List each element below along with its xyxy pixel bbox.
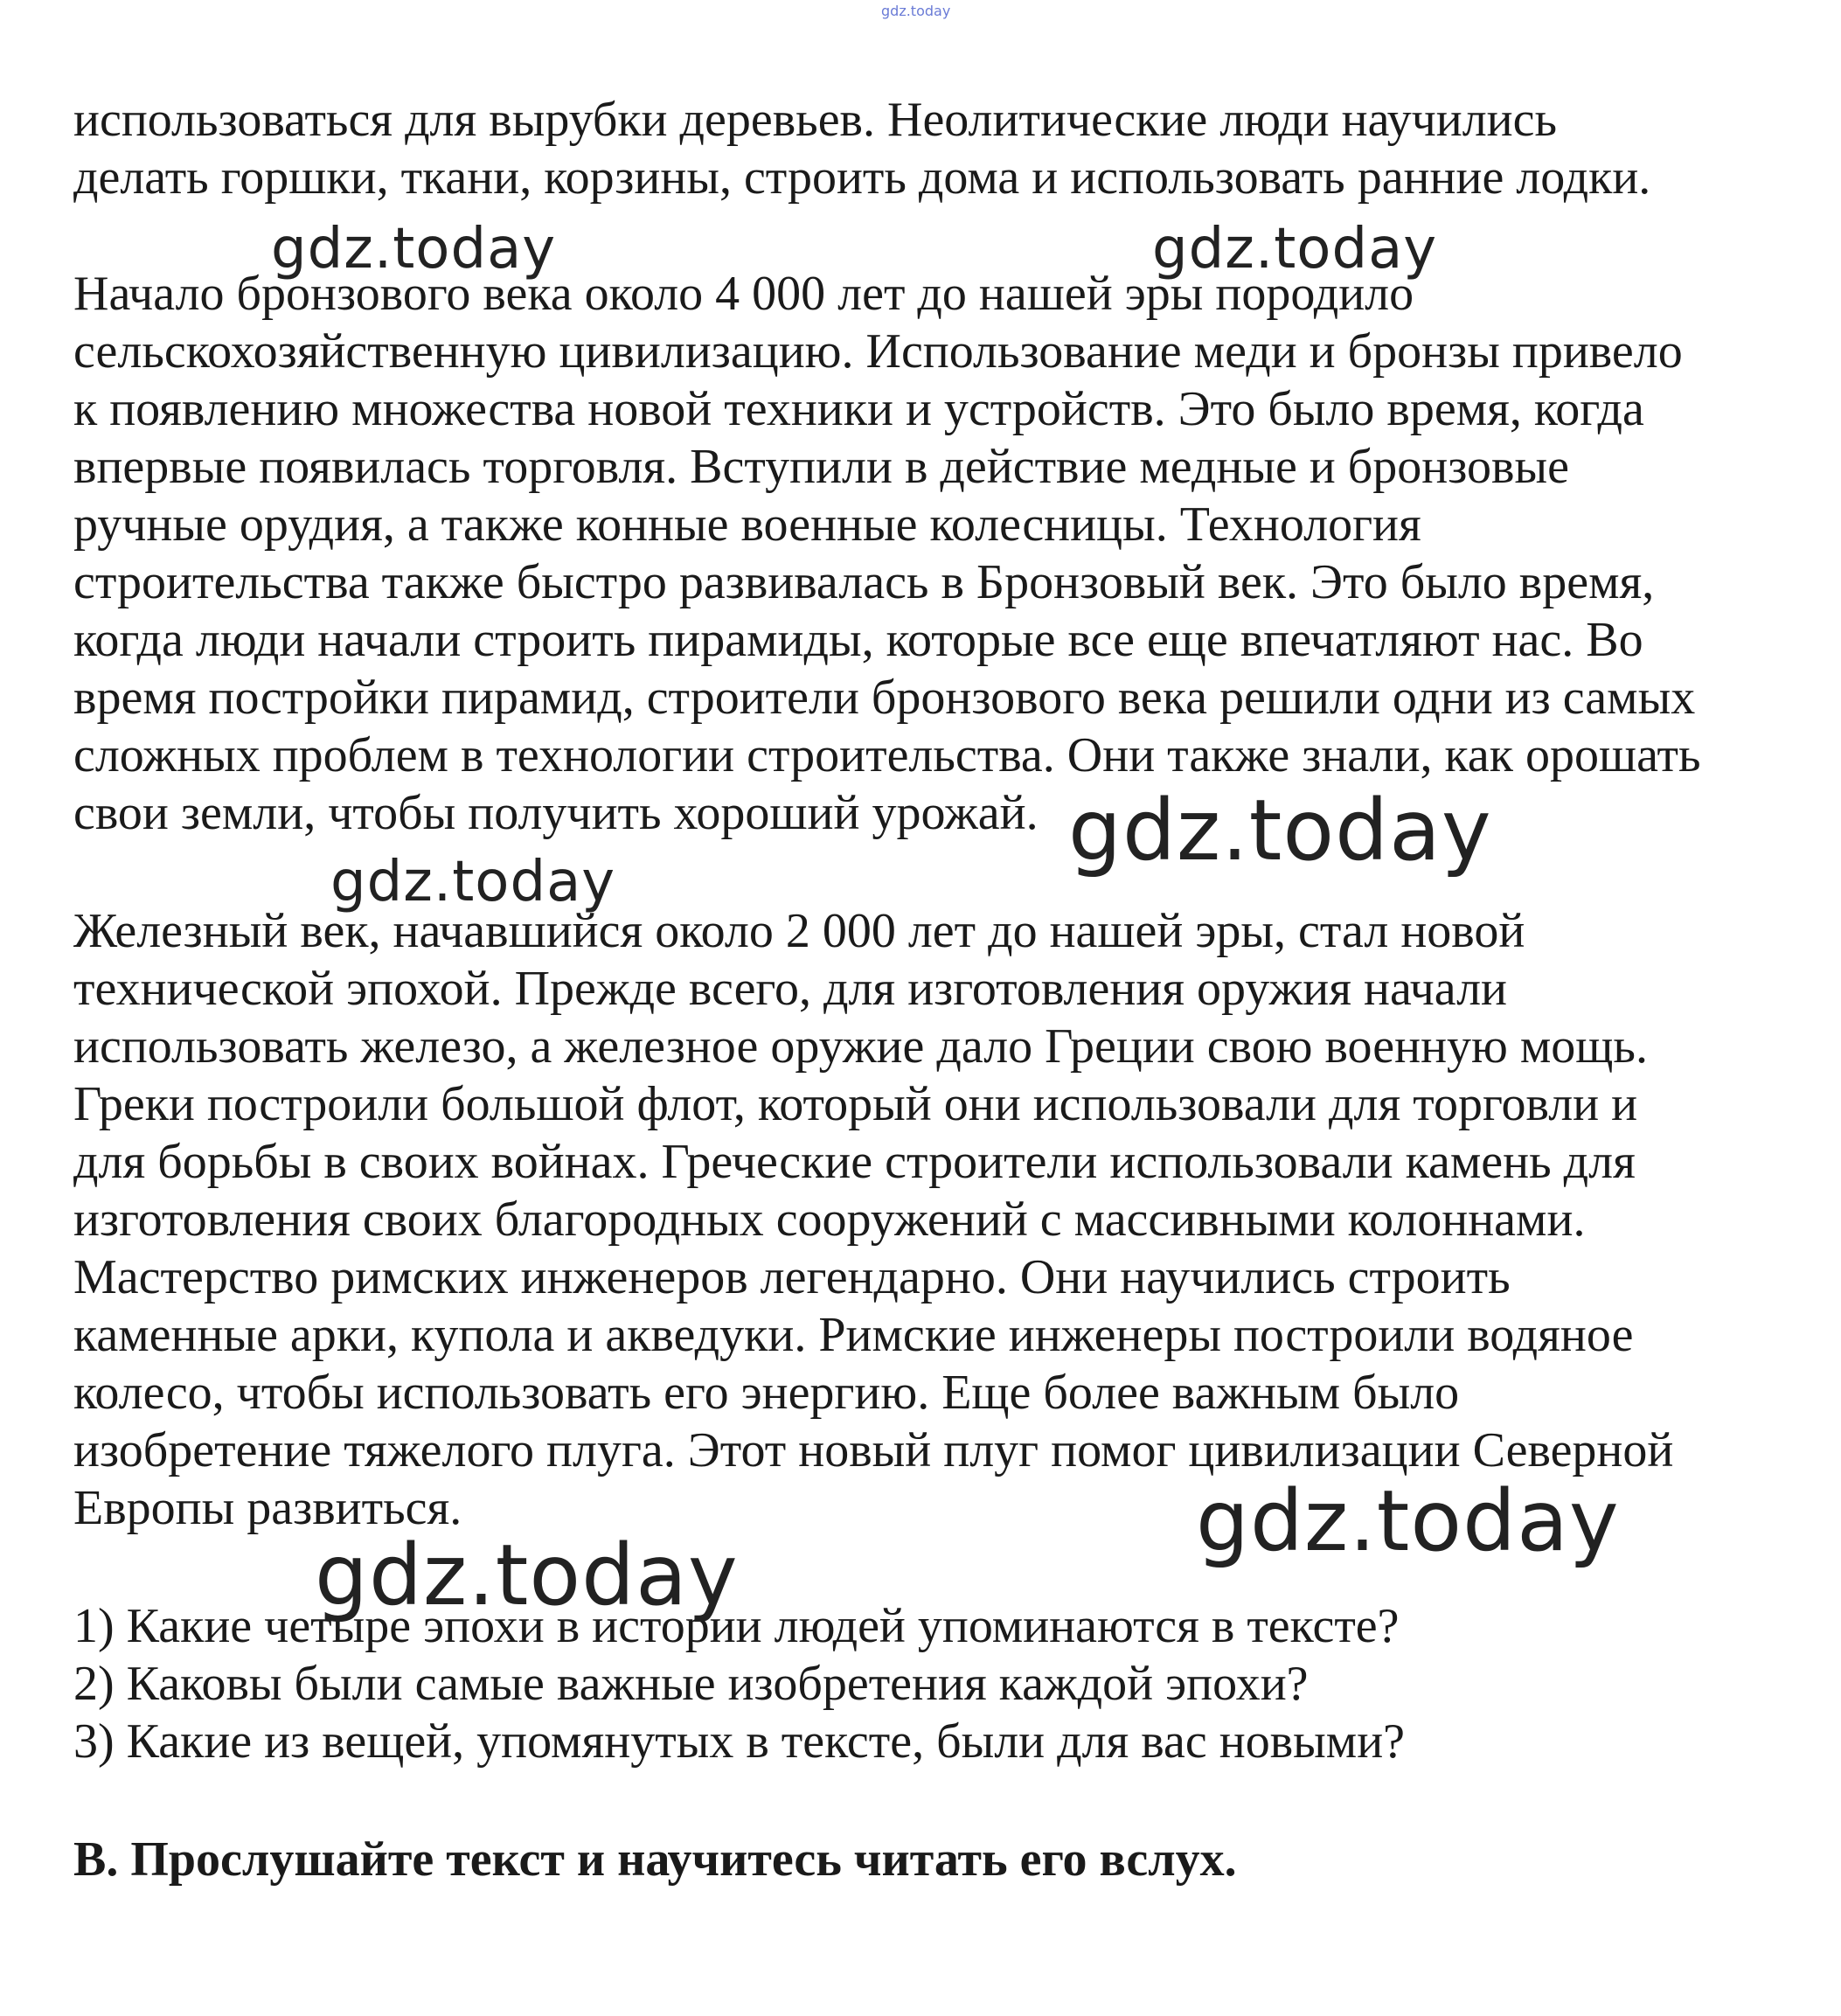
bronze-line-10: свои земли, чтобы получить хороший урожай. <box>73 786 1039 840</box>
intro-line-2: делать горшки, ткани, корзины, строить дома и использовать ранние лодки. <box>73 150 1651 205</box>
bronze-line-5: ручные орудия, а также конные военные колесницы. Технология <box>73 497 1421 552</box>
bronze-line-6: строительства также быстро развивалась в Бронзовый век. Это было время, <box>73 555 1655 609</box>
question-2: 2) Каковы были самые важные изобретения каждой эпохи? <box>73 1657 1309 1711</box>
watermark-5: gdz.today <box>1196 1472 1620 1570</box>
bronze-line-7: когда люди начали строить пирамиды, которые все еще впечатляют нас. Во <box>73 613 1643 667</box>
iron-line-3: использовать железо, а железное оружие дало Греции свою военную мощь. <box>73 1019 1648 1074</box>
bronze-line-2: сельскохозяйственную цивилизацию. Использование меди и бронзы привело <box>73 324 1683 379</box>
top-watermark: gdz.today <box>881 3 951 19</box>
watermark-3: gdz.today <box>1068 782 1492 879</box>
iron-line-7: Мастерство римских инженеров легендарно. Они научились строить <box>73 1250 1511 1304</box>
watermark-2: gdz.today <box>1152 217 1438 282</box>
iron-line-4: Греки построили большой флот, который они использовали для торговли и <box>73 1077 1638 1131</box>
iron-line-1: Железный век, начавшийся около 2 000 лет до нашей эры, стал новой <box>73 904 1525 958</box>
bronze-line-9: сложных проблем в технологии строительства. Они также знали, как орошать <box>73 728 1701 782</box>
iron-line-10: изобретение тяжелого плуга. Этот новый плуг помог цивилизации Северной <box>73 1423 1674 1477</box>
bronze-line-8: время постройки пирамид, строители бронзового века решили одни из самых <box>73 671 1696 725</box>
question-1: 1) Какие четыре эпохи в истории людей упоминаются в тексте? <box>73 1599 1400 1653</box>
iron-line-11: Европы развиться. <box>73 1481 462 1535</box>
question-3: 3) Какие из вещей, упомянутых в тексте, были для вас новыми? <box>73 1714 1406 1769</box>
watermark-4: gdz.today <box>330 850 616 914</box>
bronze-line-3: к появлению множества новой техники и устройств. Это было время, когда <box>73 382 1644 436</box>
watermark-6: gdz.today <box>315 1526 739 1624</box>
intro-line-1: использоваться для вырубки деревьев. Неолитические люди научились <box>73 93 1558 147</box>
bronze-line-1: Начало бронзового века около 4 000 лет до нашей эры породило <box>73 267 1414 321</box>
task-b-heading: B. Прослушайте текст и научитесь читать его вслух. <box>73 1832 1237 1887</box>
bronze-line-4: впервые появилась торговля. Вступили в действие медные и бронзовые <box>73 440 1569 494</box>
iron-line-6: изготовления своих благородных сооружений с массивными колоннами. <box>73 1192 1586 1247</box>
iron-line-2: технической эпохой. Прежде всего, для изготовления оружия начали <box>73 962 1507 1016</box>
watermark-1: gdz.today <box>271 217 557 282</box>
iron-line-5: для борьбы в своих войнах. Греческие строители использовали камень для <box>73 1135 1636 1189</box>
iron-line-9: колесо, чтобы использовать его энергию. Еще более важным было <box>73 1366 1460 1420</box>
iron-line-8: каменные арки, купола и акведуки. Римские инженеры построили водяное <box>73 1308 1634 1362</box>
